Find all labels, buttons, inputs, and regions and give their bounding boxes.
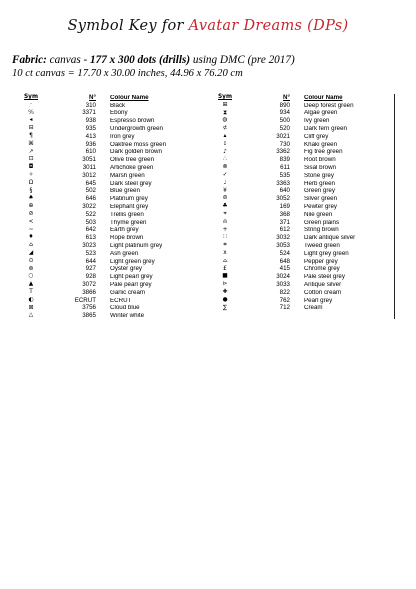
dmc-number: 3053 [276,241,290,249]
dmc-number: 3021 [276,132,290,140]
key-row [208,180,398,188]
symbol-glyph: x [223,249,227,256]
symbol-glyph: ◂ [29,117,33,124]
symbol-glyph: ~ [28,226,34,233]
colour-name: Ebony [110,110,128,117]
key-row [208,172,398,180]
dmc-number: 3024 [276,273,290,281]
colour-name: Ash green [110,250,139,257]
key-row [14,149,204,157]
key-row [14,125,204,133]
dmc-number: 890 [279,101,290,109]
symbol-glyph: ♣ [222,203,228,210]
colour-name: Trellis green [110,211,144,218]
symbol-glyph: Ω [28,179,34,186]
symbol-glyph: ▴ [223,132,227,139]
dmc-number: 3362 [276,148,290,156]
key-row [14,164,204,172]
symbol-key-left-column [14,94,204,320]
colour-name: Stone grey [304,172,334,179]
symbol-glyph: ¥ [223,187,227,194]
colour-name: Green plains [304,219,340,226]
dmc-number: 762 [279,296,290,304]
symbol-glyph: ⌗ [223,242,227,249]
key-row [208,164,398,172]
symbol-glyph: ⌖ [223,210,227,217]
key-row [14,180,204,188]
colour-name: Thyme green [110,219,147,226]
key-row [208,156,398,164]
dmc-number: 310 [85,101,96,109]
symbol-glyph: ⊙ [28,257,34,264]
key-header-row [14,94,204,102]
colour-name: Dark fern green [304,125,347,132]
colour-name: Pale pearl grey [110,281,152,288]
dmc-number: 3756 [82,304,96,312]
colour-name: Winter white [110,313,145,320]
key-row [14,102,204,110]
fabric-dims: 177 x 300 dots (drills) [90,54,191,66]
sym-header: Sym [218,94,232,100]
key-row [14,312,204,320]
key-row [208,297,398,305]
symbol-glyph: ⧗ [222,109,228,116]
key-row [208,203,398,211]
colour-name: Undergrowth green [110,125,163,132]
colour-name: Algae green [304,110,338,117]
key-row [208,149,398,157]
symbol-key-right-column [208,94,398,312]
symbol-glyph: ⊠ [28,304,34,311]
colour-name: Ivy green [304,118,330,125]
symbol-glyph: ◢ [28,249,34,256]
dmc-number: 611 [280,163,290,171]
key-row [14,219,204,227]
dmc-number: 523 [85,249,96,257]
key-row [14,258,204,266]
dmc-number: 730 [279,140,290,148]
symbol-glyph: ⊡ [28,156,34,163]
colour-name: Earth grey [110,227,139,234]
symbol-glyph: ♩ [223,179,227,186]
symbol-glyph: + [222,226,228,233]
dmc-number: 712 [279,304,290,312]
dmc-number: 612 [279,226,290,234]
symbol-glyph: ⊕ [28,203,34,210]
colour-name: Oyster grey [110,266,142,273]
colour-name: String brown [304,227,339,234]
key-row [14,273,204,281]
symbol-glyph: < [28,218,34,225]
key-row [14,172,204,180]
colour-name: ECRUT [110,297,132,304]
colour-name-header: Colour Name [110,94,149,101]
symbol-glyph: ⊘ [28,210,34,217]
dmc-number: 644 [85,257,96,265]
colour-name: Olive tree green [110,157,155,164]
colour-name: Antique silver [304,281,342,288]
dmc-number: 3371 [82,109,96,117]
colour-name: Pepper grey [304,258,338,265]
colour-name: Light platinum grey [110,242,163,249]
symbol-glyph: ⊜ [222,195,228,202]
dmc-number: 535 [279,171,290,179]
colour-name: Cotton cream [304,289,342,296]
symbol-glyph: ∴ [223,156,227,163]
colour-name: Blue green [110,188,140,195]
symbol-glyph: T [29,288,33,295]
dmc-number: 928 [85,273,96,281]
dmc-number: 938 [85,117,96,125]
dmc-number: 368 [279,210,290,218]
symbol-glyph: ◘ [28,164,34,171]
key-row [208,188,398,196]
dmc-number: 839 [279,156,290,164]
symbol-glyph: ♦ [28,234,34,241]
colour-name: Dark antique silver [304,235,356,242]
dmc-number: 169 [279,202,290,210]
symbol-glyph: ⊞ [222,101,228,108]
dmc-number: 415 [279,265,290,273]
symbol-glyph: ✓ [222,171,228,178]
key-row [208,141,398,149]
dmc-number: 522 [85,210,96,218]
sym-header: Sym [24,94,38,100]
key-row [208,250,398,258]
symbol-glyph: ⊟ [28,125,34,132]
dmc-number: 524 [279,249,290,257]
dmc-number: 3865 [82,312,96,320]
colour-name: Chrome grey [304,266,340,273]
dmc-number: 610 [85,148,96,156]
colour-name: Nile green [304,211,333,218]
symbol-glyph: ▲ [28,281,34,288]
dmc-number: 3363 [276,179,290,187]
colour-name: Elephant grey [110,203,149,210]
symbol-glyph: ɪ [223,140,227,147]
key-row [208,273,398,281]
dmc-number: 936 [85,140,96,148]
symbol-glyph: ⌂ [29,242,33,249]
symbol-glyph: ♪ [223,148,227,155]
symbol-glyph: ∷ [223,234,227,241]
key-row [14,141,204,149]
fabric-label: Fabric: [12,54,47,66]
key-row [14,110,204,118]
dmc-number: 3032 [276,234,290,242]
dmc-number: 3052 [276,195,290,203]
colour-name: Rope brown [110,235,144,242]
key-row [14,117,204,125]
dmc-number: 503 [85,218,96,226]
symbol-glyph: ✚ [222,288,228,295]
dmc-number: 3866 [82,288,96,296]
key-row [208,258,398,266]
dmc-number: 935 [85,124,96,132]
colour-name: Silver green [304,196,338,203]
page-title [0,18,416,34]
dmc-number: 822 [279,288,290,296]
key-row [14,250,204,258]
colour-name: Root brown [304,157,336,164]
symbol-glyph: · [30,101,32,108]
num-header: N° [283,93,290,101]
colour-name: Herb green [304,180,335,187]
key-row [14,227,204,235]
symbol-glyph: ⊗ [222,164,228,171]
key-row [14,211,204,219]
key-row [14,188,204,196]
key-row [208,195,398,203]
colour-name: Khaki green [304,141,338,148]
symbol-glyph: ↗ [28,148,34,155]
key-row [208,281,398,289]
dmc-number: ECRUT [74,296,96,304]
colour-name: Deep forest green [304,102,354,109]
symbol-glyph: ○ [28,273,34,280]
key-header-row [208,94,398,102]
colour-name: Dark golden brown [110,149,162,156]
symbol-glyph: £ [223,265,227,272]
key-row [208,266,398,274]
symbol-glyph: ● [222,296,228,303]
key-row [14,195,204,203]
symbol-glyph: ◍ [222,117,228,124]
key-row [208,133,398,141]
symbol-glyph: ⌘ [28,140,34,147]
key-row [208,227,398,235]
colour-name: Sisal brown [304,164,336,171]
key-row [208,110,398,118]
key-row [208,117,398,125]
key-row [208,219,398,227]
dmc-number: 3022 [82,202,96,210]
dmc-number: 413 [85,132,96,140]
colour-name: Light green grey [110,258,155,265]
colour-name-header: Colour Name [304,94,343,101]
key-row [14,266,204,274]
key-row [208,289,398,297]
colour-name: Dark steel grey [110,180,152,187]
symbol-glyph: ⊄ [222,125,228,132]
colour-name: Marsh green [110,172,145,179]
dmc-number: 648 [279,257,290,265]
dmc-number: 646 [85,195,96,203]
key-row [14,297,204,305]
symbol-glyph: ⊛ [28,265,34,272]
dmc-number: 3012 [82,171,96,179]
symbol-glyph: △ [28,312,34,319]
colour-name: Pale steel grey [304,274,345,281]
dmc-number: 613 [85,234,96,242]
symbol-glyph: ⍝ [223,218,227,225]
dmc-number: 500 [279,117,290,125]
colour-name: Espresso brown [110,118,155,125]
key-row [14,281,204,289]
colour-name: Platinum grey [110,196,148,203]
symbol-glyph: ■ [222,273,228,280]
symbol-glyph: ◐ [28,296,34,303]
dmc-number: 3011 [82,163,96,171]
key-row [208,102,398,110]
dmc-number: 3072 [82,280,96,288]
colour-name: Artichoke green [110,164,154,171]
colour-name: Pearl grey [304,297,333,304]
symbol-glyph: § [29,187,33,194]
fabric-line [12,54,295,66]
dmc-number: 3051 [82,156,96,164]
key-row [208,305,398,313]
symbol-glyph: ⌓ [222,257,228,264]
dmc-number: 502 [85,187,96,195]
dmc-number: 642 [85,226,96,234]
colour-name: Pewter grey [304,203,338,210]
colour-name: Black [110,102,126,109]
right-border-line [394,94,395,319]
fabric-prefix: canvas - [49,54,90,66]
colour-name: Garlic cream [110,289,146,296]
colour-name: Green grey [304,188,335,195]
canvas-size-line: 10 ct canvas = 17.70 x 30.00 inches, 44.96 x 76.20 cm [12,68,243,79]
title-pattern-name: Avatar Dreams (DPs) [188,18,349,34]
dmc-number: 3033 [276,280,290,288]
colour-name: Fig tree green [304,149,343,156]
key-row [14,133,204,141]
symbol-glyph: ∑ [223,304,227,311]
colour-name: Cloud blue [110,305,140,312]
symbol-glyph: ⁰⁄₀ [28,109,34,116]
colour-name: Light grey green [304,250,349,257]
colour-name: Cliff grey [304,133,329,140]
dmc-number: 371 [279,218,290,226]
dmc-number: 640 [279,187,290,195]
dmc-number: 520 [279,124,290,132]
symbol-glyph: ✧ [28,171,34,178]
colour-name: Light pearl grey [110,274,153,281]
fabric-suffix: using DMC (pre 2017) [190,54,295,66]
key-row [14,156,204,164]
title-lead: Symbol Key for [67,18,184,34]
key-row [208,242,398,250]
num-header: N° [89,93,96,101]
colour-name: Iron grey [110,133,135,140]
key-row [14,305,204,313]
key-row [208,211,398,219]
colour-name: Oaktree moss green [110,141,167,148]
key-row [14,289,204,297]
key-row [208,234,398,242]
symbol-glyph: ⊳ [222,281,228,288]
key-row [208,125,398,133]
symbol-glyph: ¶ [29,132,33,139]
key-row [14,234,204,242]
key-row [14,203,204,211]
colour-name: Cream [304,305,323,312]
symbol-glyph: ♠ [28,195,34,202]
key-row [14,242,204,250]
dmc-number: 934 [279,109,290,117]
dmc-number: 3023 [82,241,96,249]
colour-name: Tweed green [304,242,340,249]
dmc-number: 645 [85,179,96,187]
dmc-number: 927 [85,265,96,273]
